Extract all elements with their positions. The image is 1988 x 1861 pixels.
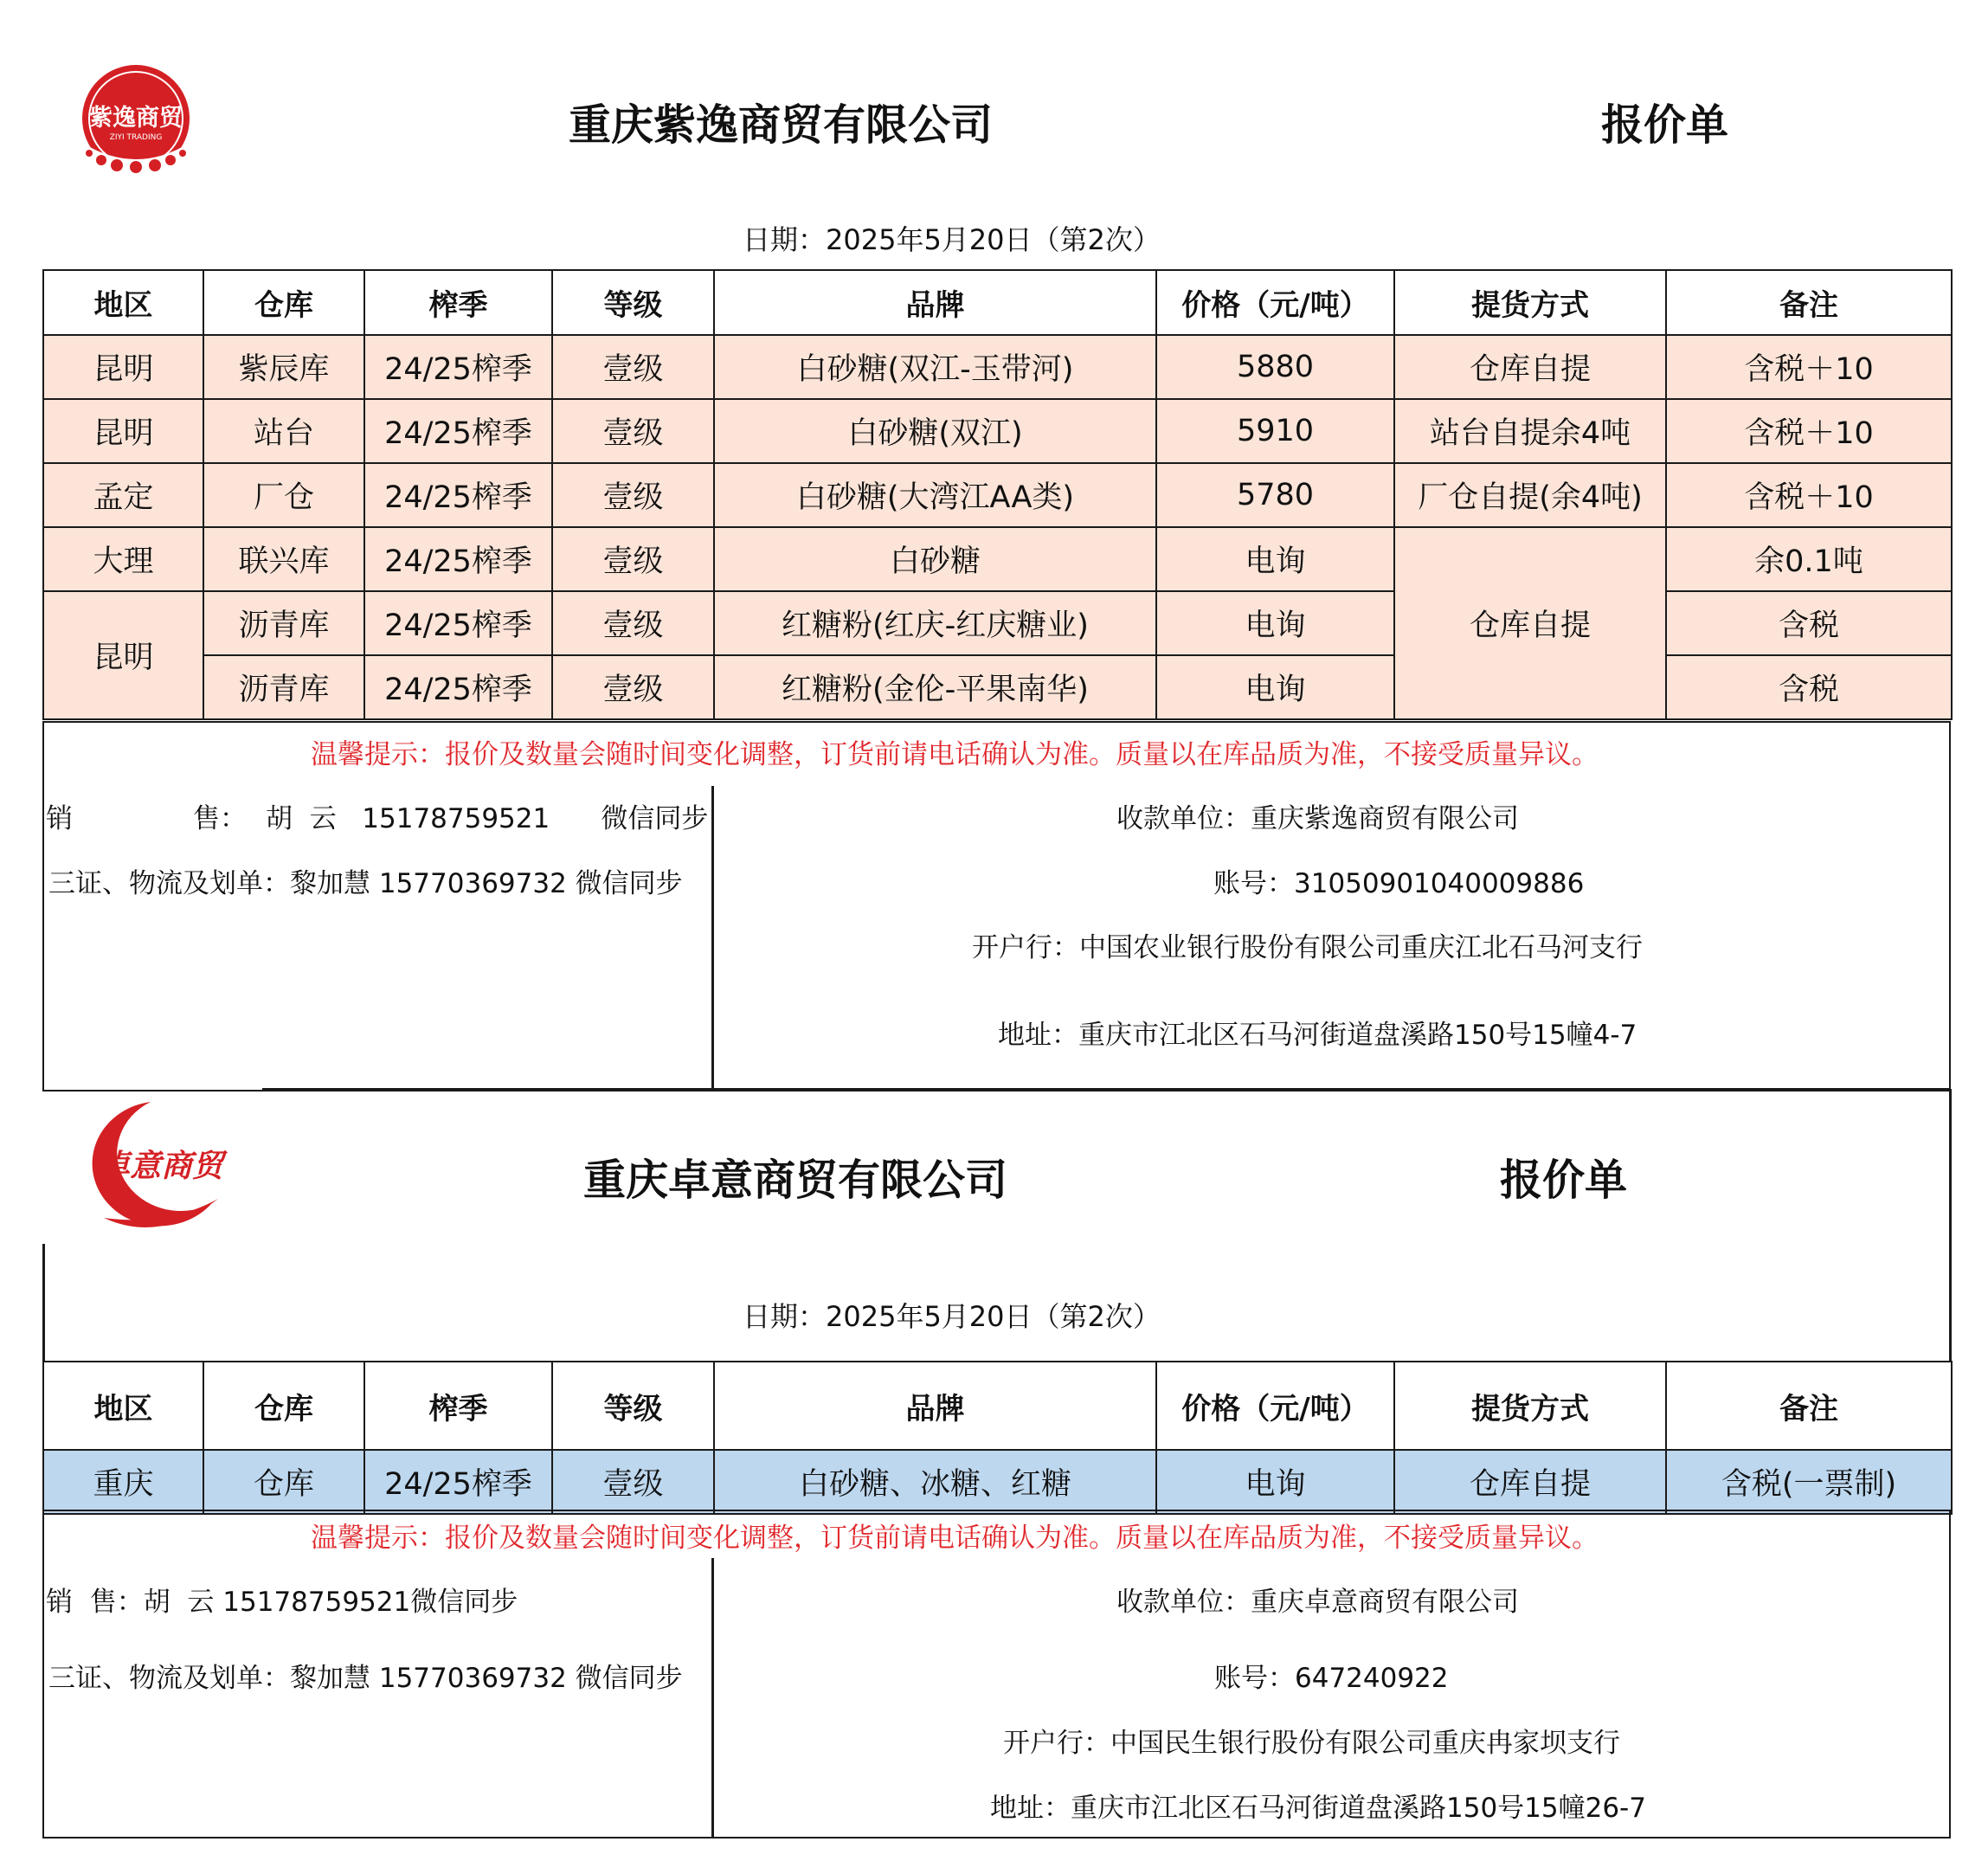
header-cell: 品牌 [714, 270, 1156, 335]
header-cell: 提货方式 [1394, 1362, 1666, 1450]
warehouse-cell: 厂仓 [203, 463, 364, 527]
note-cell: 含税＋10 [1666, 335, 1952, 399]
brand-cell: 白砂糖(大湾江AA类) [714, 463, 1156, 527]
brand-cell: 红糖粉(金伦-平果南华) [714, 655, 1156, 719]
table-row [43, 527, 1952, 591]
region-cell: 昆明 [43, 591, 203, 719]
svg-text:紫逸商贸: 紫逸商贸 [89, 105, 183, 132]
header-cell: 地区 [43, 1362, 203, 1450]
header-cell: 仓库 [203, 270, 364, 335]
note-cell: 含税 [1666, 591, 1952, 655]
season-cell: 24/25榨季 [364, 591, 552, 655]
table-row [43, 463, 1952, 527]
grade-cell: 壹级 [552, 463, 714, 527]
svg-text:ZIYI TRADING: ZIYI TRADING [109, 133, 163, 142]
season-cell: 24/25榨季 [364, 399, 552, 463]
season-cell: 24/25榨季 [364, 655, 552, 719]
header-cell: 榨季 [364, 1362, 552, 1450]
header-cell: 地区 [43, 270, 203, 335]
warehouse-cell: 沥青库 [203, 591, 364, 655]
info-divider [711, 1558, 714, 1838]
price-cell: 电询 [1156, 591, 1394, 655]
note-cell: 含税＋10 [1666, 399, 1952, 463]
price-cell: 电询 [1156, 527, 1394, 591]
warehouse-cell: 站台 [203, 399, 364, 463]
header-cell: 备注 [1666, 270, 1952, 335]
account-number: 账号：647240922 [1214, 1663, 1449, 1694]
note-cell: 含税 [1666, 655, 1952, 719]
svg-text:卓意商贸: 卓意商贸 [98, 1149, 224, 1184]
table-header [43, 1362, 1952, 1450]
doc-title: 报价单 [1601, 100, 1729, 150]
company-name: 重庆卓意商贸有限公司 [583, 1156, 1008, 1205]
header-cell: 品牌 [714, 1362, 1156, 1450]
sales-contact: 销 售：胡 云 15178759521微信同步 [46, 1587, 518, 1618]
warehouse-cell: 沥青库 [203, 655, 364, 719]
warm-tip: 温馨提示：报价及数量会随时间变化调整，订货前请电话确认为准。质量以在库品质为准，不接受质量异议。 [311, 739, 1599, 770]
header-cell: 备注 [1666, 1362, 1952, 1450]
region-cell: 昆明 [43, 399, 203, 463]
region-cell: 昆明 [43, 335, 203, 399]
brand-cell: 白砂糖(双江-玉带河) [714, 335, 1156, 399]
pickup-cell: 厂仓自提(余4吨) [1394, 463, 1666, 527]
table-row [43, 655, 1952, 719]
header-cell: 提货方式 [1394, 270, 1666, 335]
season-cell: 24/25榨季 [364, 335, 552, 399]
info-area [42, 721, 1951, 1091]
price-cell: 5880 [1156, 335, 1394, 399]
address: 地址：重庆市江北区石马河街道盘溪路150号15幢4-7 [998, 1020, 1637, 1051]
brand-cell: 白砂糖、冰糖、红糖 [714, 1450, 1156, 1514]
table-row [43, 399, 1952, 463]
sales-label: 销 [46, 803, 73, 834]
payee: 收款单位：重庆卓意商贸有限公司 [1116, 1587, 1519, 1618]
season-cell: 24/25榨季 [364, 463, 552, 527]
price-cell: 5780 [1156, 463, 1394, 527]
ziyi-logo [63, 63, 209, 174]
quote-date: 日期：2025年5月20日（第2次） [743, 1300, 1161, 1333]
grade-cell: 壹级 [552, 335, 714, 399]
warehouse-cell: 联兴库 [203, 527, 364, 591]
info-divider [711, 786, 714, 1091]
pickup-cell: 仓库自提 [1394, 1450, 1666, 1514]
season-cell: 24/25榨季 [364, 1450, 552, 1514]
season-cell: 24/25榨季 [364, 527, 552, 591]
warehouse-cell: 紫辰库 [203, 335, 364, 399]
account-number: 账号：31050901040009886 [1213, 868, 1585, 899]
region-cell: 孟定 [43, 463, 203, 527]
table-header [43, 270, 1952, 335]
table-row [43, 1450, 1952, 1514]
grade-cell: 壹级 [552, 399, 714, 463]
pickup-cell: 站台自提余4吨 [1394, 399, 1666, 463]
header-cell: 等级 [552, 1362, 714, 1450]
bank-name: 开户行：中国民生银行股份有限公司重庆冉家坝支行 [1003, 1728, 1620, 1759]
sales-label-2: 售： [193, 803, 247, 834]
brand-cell: 红糖粉(红庆-红庆糖业) [714, 591, 1156, 655]
price-cell: 电询 [1156, 1450, 1394, 1514]
region-cell: 重庆 [43, 1450, 203, 1514]
table-row [43, 335, 1952, 399]
bank-name: 开户行：中国农业银行股份有限公司重庆江北石马河支行 [972, 932, 1643, 963]
note-cell: 含税＋10 [1666, 463, 1952, 527]
price-cell: 5910 [1156, 399, 1394, 463]
sales-contact: 胡 云 15178759521 微信同步 [266, 803, 709, 834]
grade-cell: 壹级 [552, 655, 714, 719]
grade-cell: 壹级 [552, 591, 714, 655]
address: 地址：重庆市江北区石马河街道盘溪路150号15幢26-7 [990, 1793, 1646, 1824]
header-cell: 价格（元/吨） [1156, 270, 1394, 335]
header-cell: 等级 [552, 270, 714, 335]
header-cell: 价格（元/吨） [1156, 1362, 1394, 1450]
doc-title: 报价单 [1500, 1156, 1628, 1205]
zhuoyi-logo [64, 1097, 237, 1233]
quote-table [42, 1361, 1953, 1515]
quote-table [42, 269, 1953, 720]
brand-cell: 白砂糖(双江) [714, 399, 1156, 463]
grade-cell: 壹级 [552, 1450, 714, 1514]
logistics-contact: 三证、物流及划单：黎加慧 15770369732 微信同步 [48, 1663, 683, 1694]
logistics-contact: 三证、物流及划单：黎加慧 15770369732 微信同步 [48, 868, 683, 899]
header-cell: 榨季 [364, 270, 552, 335]
company-name: 重庆紫逸商贸有限公司 [569, 100, 994, 150]
note-cell: 含税(一票制) [1666, 1450, 1952, 1514]
region-cell: 大理 [43, 527, 203, 591]
section-left-rule [42, 1244, 45, 1362]
warehouse-cell: 仓库 [203, 1450, 364, 1514]
payee: 收款单位：重庆紫逸商贸有限公司 [1116, 803, 1519, 834]
table-row [43, 591, 1952, 655]
brand-cell: 白砂糖 [714, 527, 1156, 591]
quote-date: 日期：2025年5月20日（第2次） [743, 223, 1161, 256]
note-cell: 余0.1吨 [1666, 527, 1952, 591]
grade-cell: 壹级 [552, 527, 714, 591]
pickup-cell: 仓库自提 [1394, 527, 1666, 719]
price-cell: 电询 [1156, 655, 1394, 719]
header-cell: 仓库 [203, 1362, 364, 1450]
section-top-rule [262, 1088, 1951, 1091]
warm-tip: 温馨提示：报价及数量会随时间变化调整，订货前请电话确认为准。质量以在库品质为准，不接受质量异议。 [311, 1523, 1599, 1554]
section-right-rule [1949, 1089, 1952, 1362]
pickup-cell: 仓库自提 [1394, 335, 1666, 399]
